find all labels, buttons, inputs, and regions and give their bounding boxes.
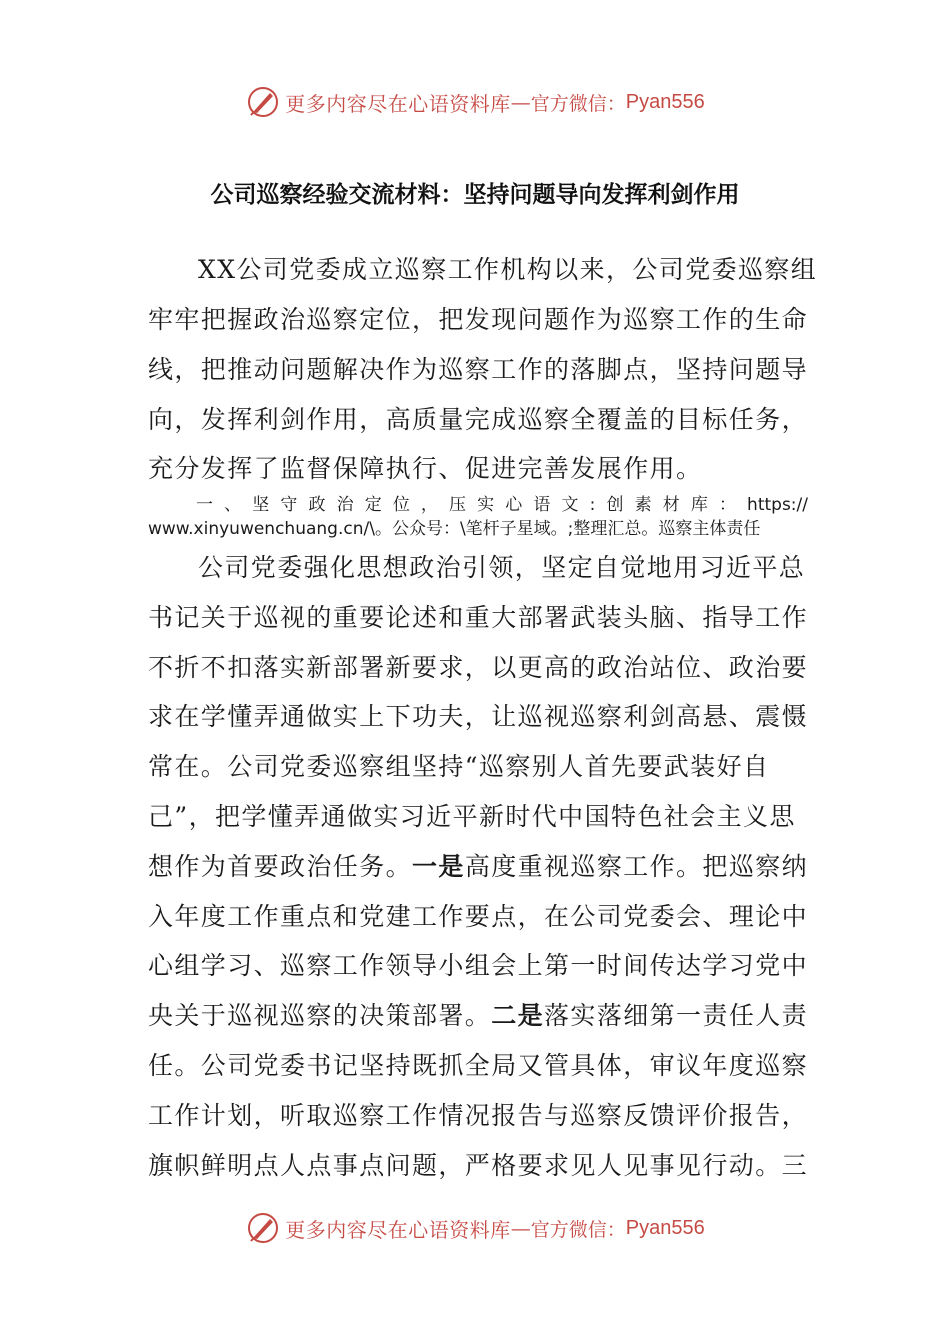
body-line [148,603,808,633]
body-text-segment: 想作为首要政治任务。 [148,851,413,881]
pen-logo-icon [245,84,281,120]
section-heading-line: www.xinyuwenchuang.cn/\。公众号：\笔杆子星域。;整理汇总。巡察主体责任 [148,519,761,539]
body-text-segment: 工作计划，听取巡察工作情况报告与巡察反馈评价报告， [148,1100,809,1130]
body-text-segment: 入年度工作重点和党建工作要点，在公司党委会、理论中 [148,901,809,931]
intro-line: 向，发挥利剑作用，高质量完成巡察全覆盖的目标任务， [148,405,809,434]
body-text-segment: 求在学懂弄通做实上下功夫，让巡视巡察利剑高悬、震慑 [148,702,809,732]
body-text-segment: 旗帜鲜明点人点事点问题，严格要求见人见事见行动。三 [148,1150,809,1180]
watermark-official-label: 官方微信： [530,1218,626,1241]
intro-line: 线，把推动问题解决作为巡察工作的落脚点，坚持问题导 [148,355,809,384]
body-line [148,902,808,932]
body-line [148,1001,808,1031]
body-text-segment: 公司党委强化思想政治引领，坚定自觉地用习近平总 [198,553,806,582]
body-line [148,1051,808,1081]
body-line [148,702,808,732]
watermark-banner-bottom [0,1208,950,1248]
watermark-official-label: 官方微信： [530,92,626,115]
watermark-account-id: Pyan556 [625,1216,705,1239]
bold-lead-term: 二是 [491,1001,545,1031]
body-line [148,752,808,782]
body-line [148,1101,808,1131]
watermark-separator: — [510,90,531,114]
document-title: 公司巡察经验交流材料：坚持问题导向发挥利剑作用 [210,182,740,208]
body-line [148,951,808,981]
intro-line: 牢牢把握政治巡察定位，把发现问题作为巡察工作的生命 [148,305,809,334]
intro-line: 充分发挥了监督保障执行、促进完善发展作用。 [148,454,703,483]
watermark-separator: — [510,1216,531,1240]
section-heading-line: 一、坚守政治定位，压实心语文:创素材库：https:// [196,495,808,515]
body-text-segment: 己”，把学懂弄通做实习近平新时代中国特色社会主义思 [148,802,796,831]
body-text-segment: 常在。公司党委巡察组坚持“巡察别人首先要武装好自 [148,752,770,782]
bold-lead-term: 一是 [412,851,465,881]
watermark-account-id: Pyan556 [625,90,705,113]
body-line [148,852,808,882]
watermark-text: 更多内容尽在心语资料库 [285,1217,511,1242]
pen-logo-icon [245,1210,281,1246]
body-text-segment: 心组学习、巡察工作领导小组会上第一时间传达学习党中 [148,951,809,981]
body-line [198,553,808,583]
body-text-segment: 任。公司党委书记坚持既抓全局又管具体，审议年度巡察 [148,1051,809,1080]
intro-line: XX公司党委成立巡察工作机构以来，公司党委巡察组 [198,255,818,284]
body-text-segment: 书记关于巡视的重要论述和重大部署武装头脑、指导工作 [148,602,809,632]
body-line [148,1151,808,1181]
body-text-segment: 高度重视巡察工作。把巡察纳 [464,851,809,881]
body-text-segment: 落实落细第一责任人责 [544,1001,809,1031]
body-line [148,802,808,832]
body-line [148,653,808,683]
body-text-segment: 不折不扣落实新部署新要求，以更高的政治站位、政治要 [148,652,809,682]
watermark-banner-top [0,82,950,122]
watermark-text: 更多内容尽在心语资料库 [285,91,511,116]
body-text-segment: 央关于巡视巡察的决策部署。 [148,1001,492,1031]
